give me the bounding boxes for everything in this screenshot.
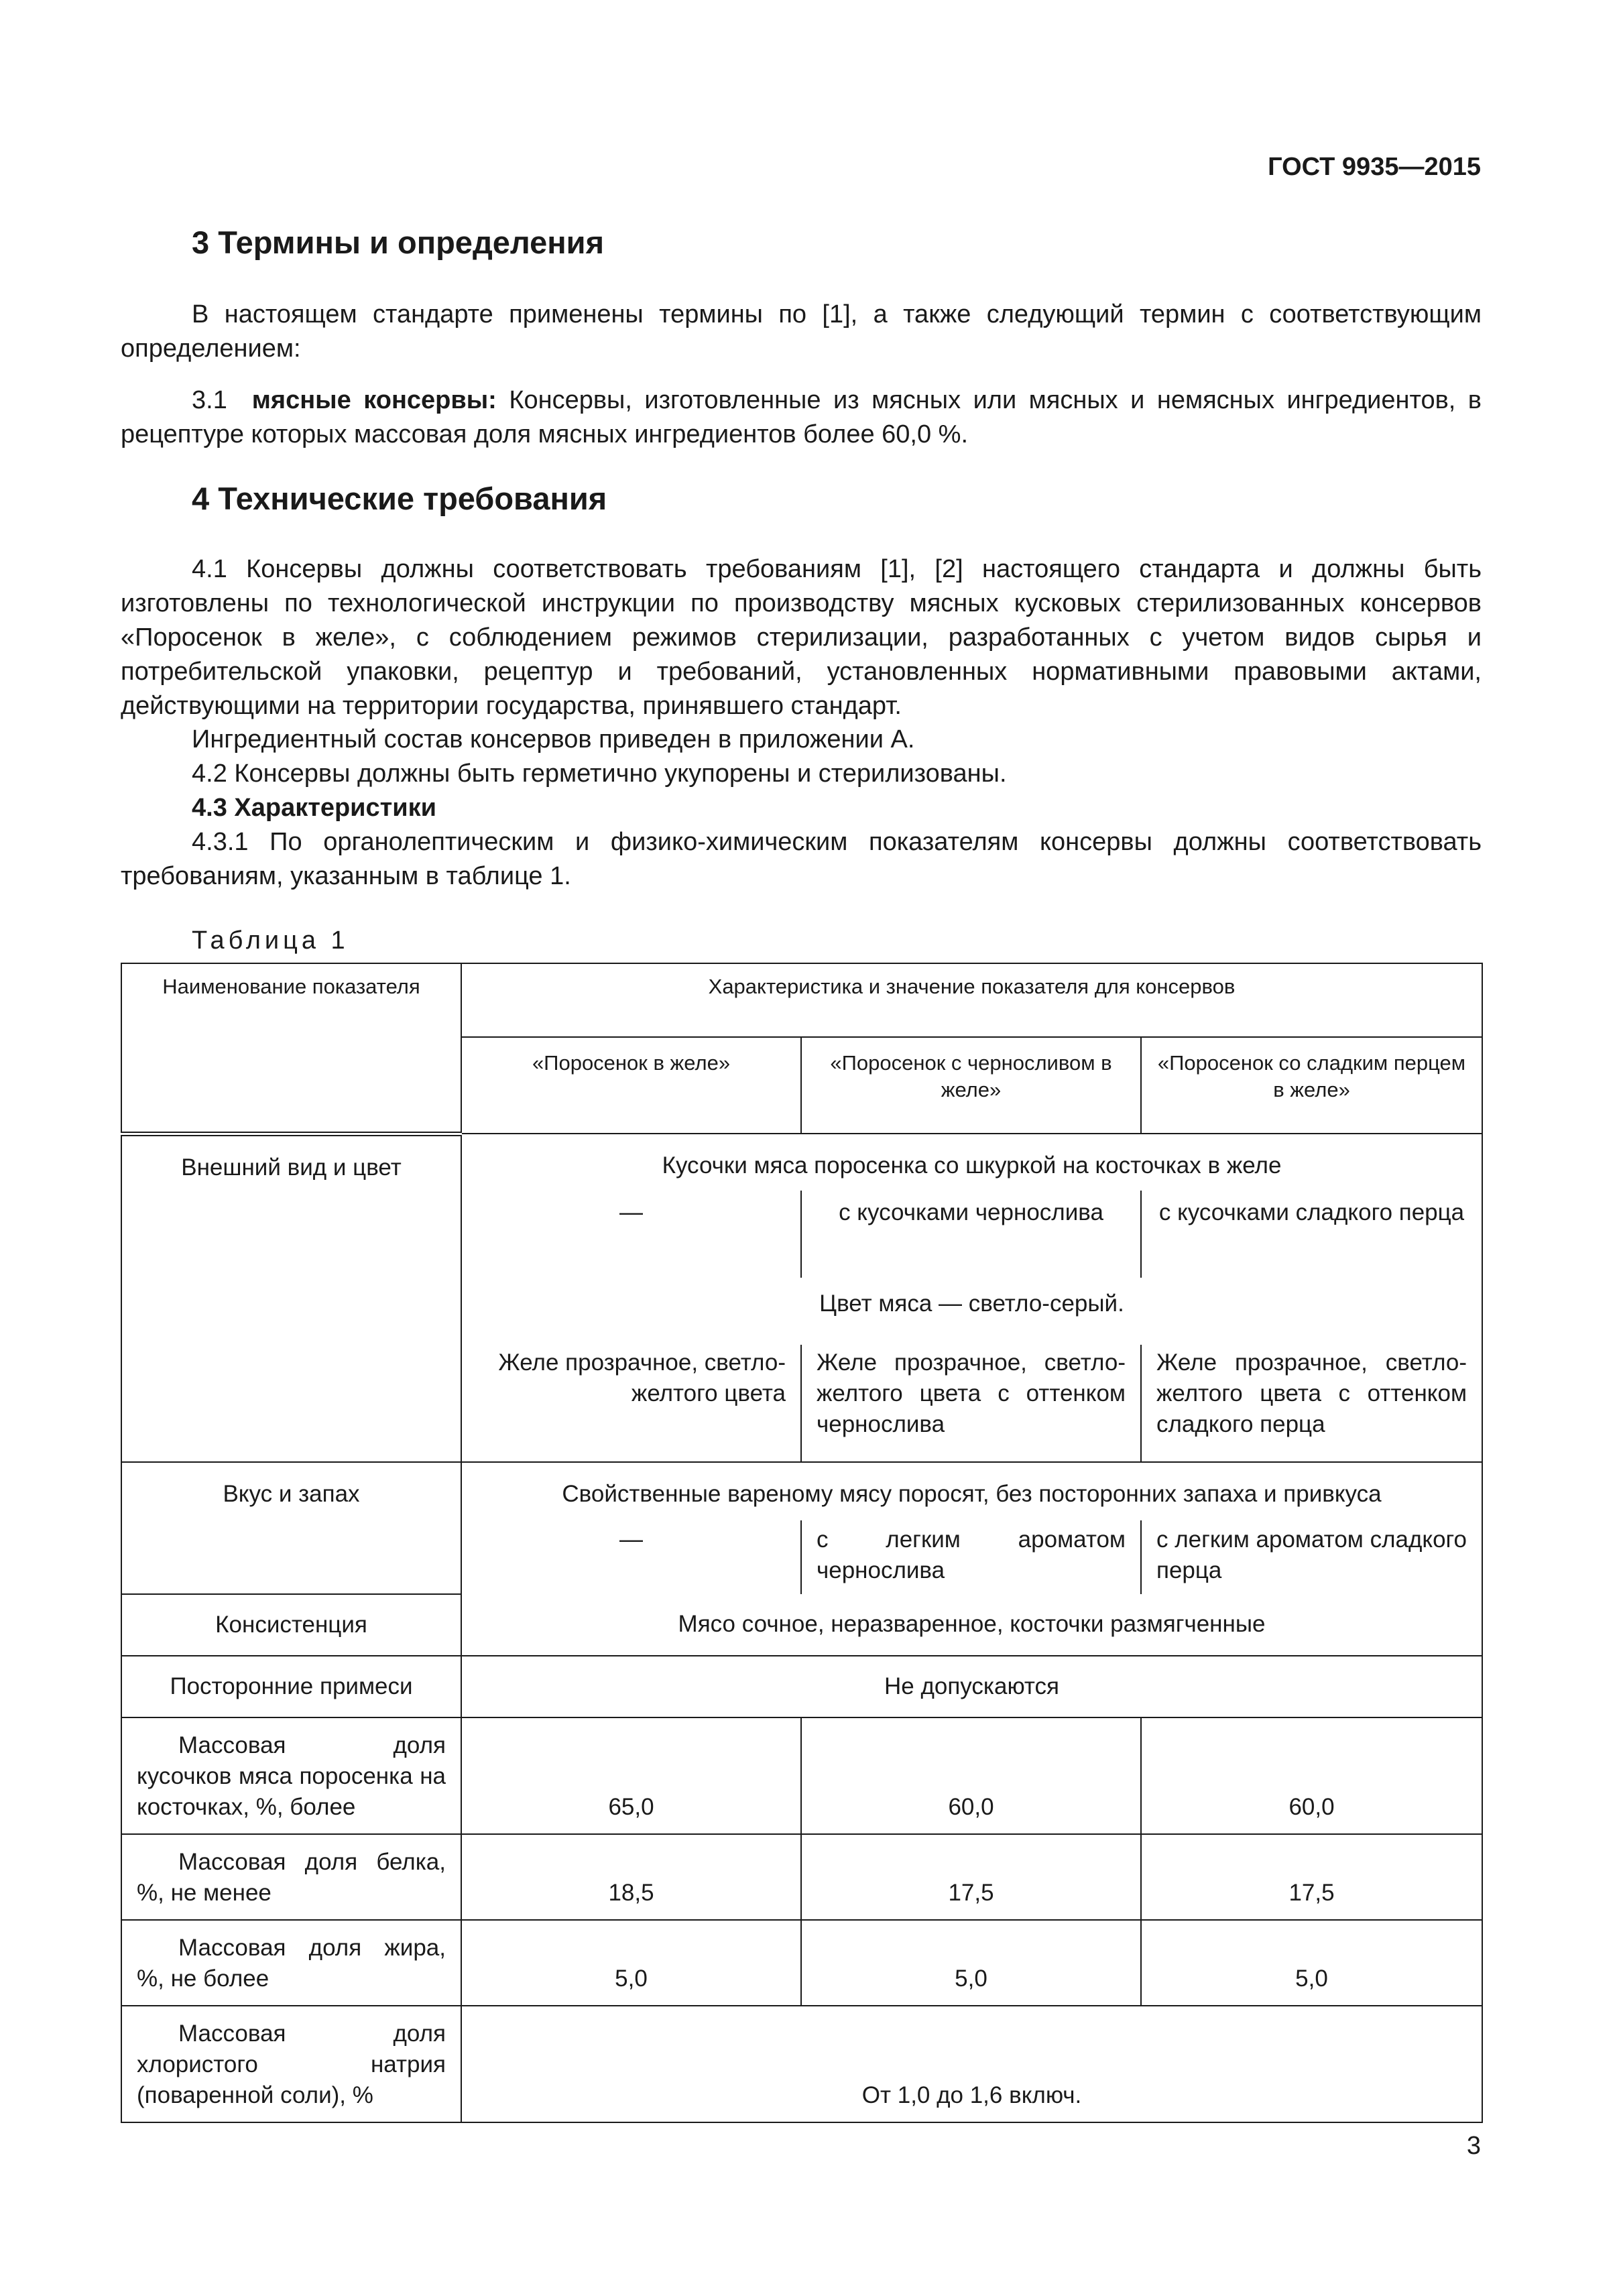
appearance-col-2-a: с кусочками чернослива xyxy=(801,1191,1141,1278)
appearance-common-1: Кусочки мяса поросенка со шкуркой на косточках в желе xyxy=(461,1134,1482,1191)
paragraph-4-3-heading: 4.3 Характеристики xyxy=(192,794,437,822)
row-label-meat-pieces: Массовая доля кусочков мяса поросенка на косточках, %, более xyxy=(121,1717,461,1834)
protein-col-3: 17,5 xyxy=(1141,1834,1482,1920)
taste-col-1: — xyxy=(461,1520,801,1594)
consistency-value: Мясо сочное, неразваренное, косточки размягченные xyxy=(461,1594,1482,1656)
term-3-1: 3.1 мясные консервы: Консервы, изготовленные из мясных или мясных и немясных ингредиентов, в рецептуре которых массовая доля мясных ингредиентов более 60,0 %. xyxy=(121,386,1482,448)
header-col-3: «Поросенок со сладким перцем в желе» xyxy=(1141,1037,1482,1134)
table-1 xyxy=(121,963,1483,2123)
header-col-2: «Поросенок с черносливом в желе» xyxy=(801,1037,1141,1134)
protein-col-1: 18,5 xyxy=(461,1834,801,1920)
appearance-col-2-b: Желе прозрачное, светло-желтого цвета с оттенком чернослива xyxy=(801,1345,1141,1462)
row-label-taste: Вкус и запах xyxy=(121,1462,461,1594)
protein-col-2: 17,5 xyxy=(801,1834,1141,1920)
paragraph-4-1: 4.1 Консервы должны соответствовать требованиям [1], [2] настоящего стандарта и должны быть изготовлены по технологической инструкции по производству мясных кусковых стерилизованных консервов «Поросенок в желе», с соблюдением режимов стерилизации, разработанных с учетом видов сырья и потребительской упаковки, рецептур и требований, установленных нормативными правовыми актами, действующими на территории государства, принявшего стандарт. xyxy=(121,555,1482,720)
header-indicator-name: Наименование показателя xyxy=(121,963,461,1134)
meat-pieces-col-2: 60,0 xyxy=(801,1717,1141,1834)
page-number: 3 xyxy=(1466,2132,1481,2160)
fat-col-2: 5,0 xyxy=(801,1920,1141,2006)
appearance-col-3-b: Желе прозрачное, светло-желтого цвета с оттенком сладкого перца xyxy=(1141,1345,1482,1462)
row-label-protein: Массовая доля белка, %, не менее xyxy=(121,1834,461,1920)
row-label-appearance: Внешний вид и цвет xyxy=(121,1134,461,1462)
term-name: мясные консервы: xyxy=(251,386,497,414)
meat-pieces-col-1: 65,0 xyxy=(461,1717,801,1834)
taste-common: Свойственные вареному мясу поросят, без посторонних запаха и привкуса xyxy=(461,1462,1482,1520)
appearance-col-1-b: Желе прозрачное, светло-желтого цвета xyxy=(461,1345,801,1462)
taste-col-3: с легким ароматом сладкого перца xyxy=(1141,1520,1482,1594)
meat-pieces-col-3: 60,0 xyxy=(1141,1717,1482,1834)
row-label-fat: Массовая доля жира, %, не более xyxy=(121,1920,461,2006)
paragraph-4-2: 4.2 Консервы должны быть герметично укупорены и стерилизованы. xyxy=(192,760,1007,788)
paragraph-4-3-1: 4.3.1 По органолептическим и физико-химическим показателям консервы должны соответствовать требованиям, указанным в таблице 1. xyxy=(121,828,1482,890)
appearance-col-3-a: с кусочками сладкого перца xyxy=(1141,1191,1482,1278)
section-3-title: 3 Термины и определения xyxy=(192,225,604,260)
row-label-salt: Массовая доля хлористого натрия (поваренной соли), % xyxy=(121,2006,461,2122)
appearance-col-1-a: — xyxy=(461,1191,801,1278)
row-label-consistency: Консистенция xyxy=(121,1594,461,1656)
term-definition: Консервы, изготовленные из мясных или мясных и немясных ингредиентов, в рецептуре которых массовая доля мясных ингредиентов более 60,0 %. xyxy=(121,386,1482,448)
paragraph-4-1-ingredients: Ингредиентный состав консервов приведен в приложении А. xyxy=(192,725,915,753)
row-label-impurities: Посторонние примеси xyxy=(121,1656,461,1717)
section-4-title: 4 Технические требования xyxy=(192,481,607,516)
section-3-intro: В настоящем стандарте применены термины по [1], а также следующий термин с соответствующим определением: xyxy=(121,300,1482,363)
document-code: ГОСТ 9935—2015 xyxy=(1268,153,1481,181)
header-col-1: «Поросенок в желе» xyxy=(461,1037,801,1134)
table-caption: Таблица 1 xyxy=(192,926,349,955)
taste-col-2: с легким ароматом чернослива xyxy=(801,1520,1141,1594)
appearance-common-2: Цвет мяса — светло-серый. xyxy=(461,1278,1482,1345)
salt-value: От 1,0 до 1,6 включ. xyxy=(461,2006,1482,2122)
fat-col-3: 5,0 xyxy=(1141,1920,1482,2006)
header-characteristic: Характеристика и значение показателя для консервов xyxy=(461,963,1482,1037)
impurities-value: Не допускаются xyxy=(461,1656,1482,1717)
fat-col-1: 5,0 xyxy=(461,1920,801,2006)
